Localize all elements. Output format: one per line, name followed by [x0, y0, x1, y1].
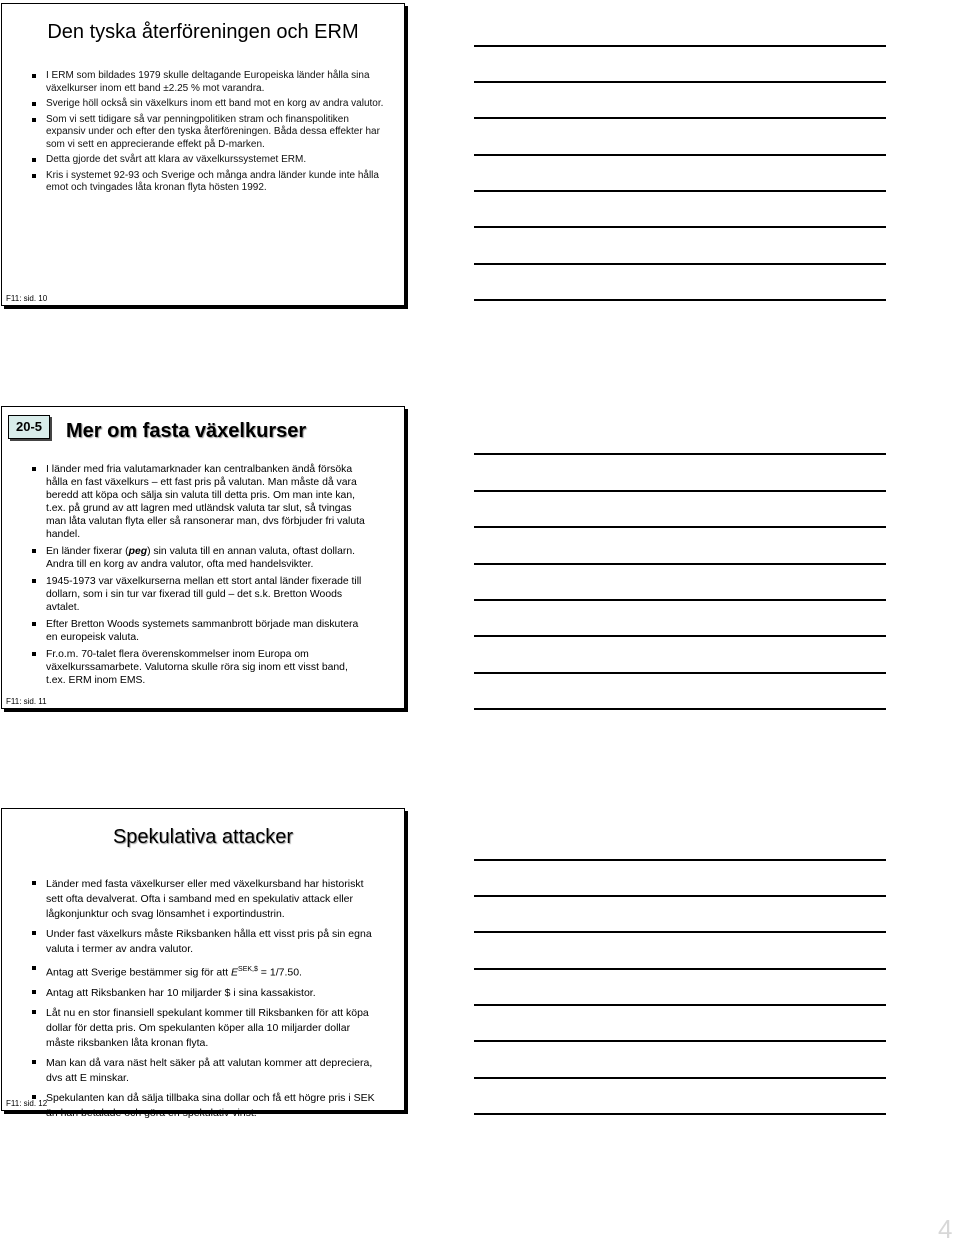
note-line [474, 931, 886, 933]
slide-3 [1, 808, 405, 1119]
bullet-item: Antag att Riksbanken har 10 miljarder $ i sina kassakistor. [28, 986, 378, 1001]
note-line [474, 563, 886, 565]
slide-footer: F11: sid. 10 [6, 294, 48, 303]
bullet-item: Spekulanten kan då sälja tillbaka sina dollar och få ett högre pris i SEK än han betalade och göra en spekulativ vinst. [28, 1091, 378, 1121]
note-line [474, 1077, 886, 1079]
slide-1 [1, 3, 405, 306]
bullet-item: Fr.o.m. 70-talet flera överenskommelser inom Europa om växelkurssamarbete. Valutorna skulle röra sig inom ett visst band, t.ex. ERM inom EMS. [28, 648, 368, 687]
bullet-item: Sverige höll också sin växelkurs inom ett band mot en korg av andra valutor. [28, 98, 388, 111]
slide-footer: F11: sid. 12 [6, 1099, 48, 1108]
bullet-item: I länder med fria valutamarknader kan centralbanken ändå försöka hålla en fast växelkurs – ett fast pris på valutan. Man måste då vara beredd att köpa och sälja sin valuta till detta pris. Om man inte kan, t.ex. på grund av att lagren med utländsk valuta tar slut, så tvingas man låta valutan flyta eller så ransonerar man, dvs förbjuder fri valuta handel. [28, 463, 368, 541]
bullet-item: Antag att Sverige bestämmer sig för att $E^{SEK,\$} = 1/7.50$. [28, 962, 378, 981]
note-line [474, 1040, 886, 1042]
bullet-list [28, 70, 388, 198]
note-line [474, 154, 886, 156]
bullet-list [28, 877, 378, 1126]
page-number: 4 [938, 1214, 953, 1244]
note-line [474, 117, 886, 119]
note-line [474, 635, 886, 637]
note-line [474, 859, 886, 861]
bullet-item: Länder med fasta växelkurser eller med växelkursband har historiskt sett ofta devalverat. Ofta i samband med en spekulativ attack eller lågkonjunktur och svag lönsamhet i exportindustrin. [28, 877, 378, 922]
note-line [474, 895, 886, 897]
note-line [474, 190, 886, 192]
note-line [474, 263, 886, 265]
bullet-item: Under fast växelkurs måste Riksbanken hålla ett visst pris på sin egna valuta i termer av andra valutor. [28, 927, 378, 957]
note-line [474, 1004, 886, 1006]
note-line [474, 1113, 886, 1115]
note-line [474, 299, 886, 301]
bullet-item: Kris i systemet 92-93 och Sverige och många andra länder kunde inte hålla emot och tvingades låta kronan flyta hösten 1992. [28, 170, 388, 195]
note-line [474, 708, 886, 710]
bullet-item: Som vi sett tidigare så var penningpolitiken stram och finanspolitiken expansiv under och efter den tyska återföreningen. Båda dessa effekter har som vi sett en apprecierande effekt på D-marken. [28, 114, 388, 152]
note-line [474, 599, 886, 601]
note-line [474, 226, 886, 228]
slide-title: Mer om fasta växelkurser [66, 420, 307, 442]
chapter-badge: 20-5 [8, 415, 50, 439]
bullet-list [28, 463, 368, 691]
note-line [474, 526, 886, 528]
note-line [474, 672, 886, 674]
slide-title: Spekulativa attacker [112, 826, 294, 848]
bullet-item: Efter Bretton Woods systemets sammanbrott började man diskutera en europeisk valuta. [28, 618, 368, 644]
note-line [474, 968, 886, 970]
bullet-item: Detta gjorde det svårt att klara av växelkurssystemet ERM. [28, 154, 388, 167]
slide-footer: F11: sid. 11 [6, 697, 47, 706]
slide-title: Den tyska återföreningen och ERM [47, 21, 359, 43]
bullet-item: I ERM som bildades 1979 skulle deltagande Europeiska länder hålla sina växelkurser inom ett band ±2.25 % mot varandra. [28, 70, 388, 95]
slide-2 [1, 406, 405, 709]
bullet-item: Man kan då vara näst helt säker på att valutan kommer att depreciera, dvs att E minskar. [28, 1056, 378, 1086]
note-line [474, 453, 886, 455]
note-line [474, 81, 886, 83]
bullet-item: En länder fixerar (peg) sin valuta till en annan valuta, oftast dollarn. Andra till en korg av andra valutor, ofta med handelsvikter. [28, 545, 368, 571]
note-line [474, 45, 886, 47]
bullet-item: 1945-1973 var växelkurserna mellan ett stort antal länder fixerade till dollarn, som i sin tur var fixerad till guld – det s.k. Bretton Woods avtalet. [28, 575, 368, 614]
bullet-item: Låt nu en stor finansiell spekulant kommer till Riksbanken för att köpa dollar för detta pris. Om spekulanten köper alla 10 miljarder dollar måste riksbanken låta kronan flyta. [28, 1006, 378, 1051]
note-line [474, 490, 886, 492]
